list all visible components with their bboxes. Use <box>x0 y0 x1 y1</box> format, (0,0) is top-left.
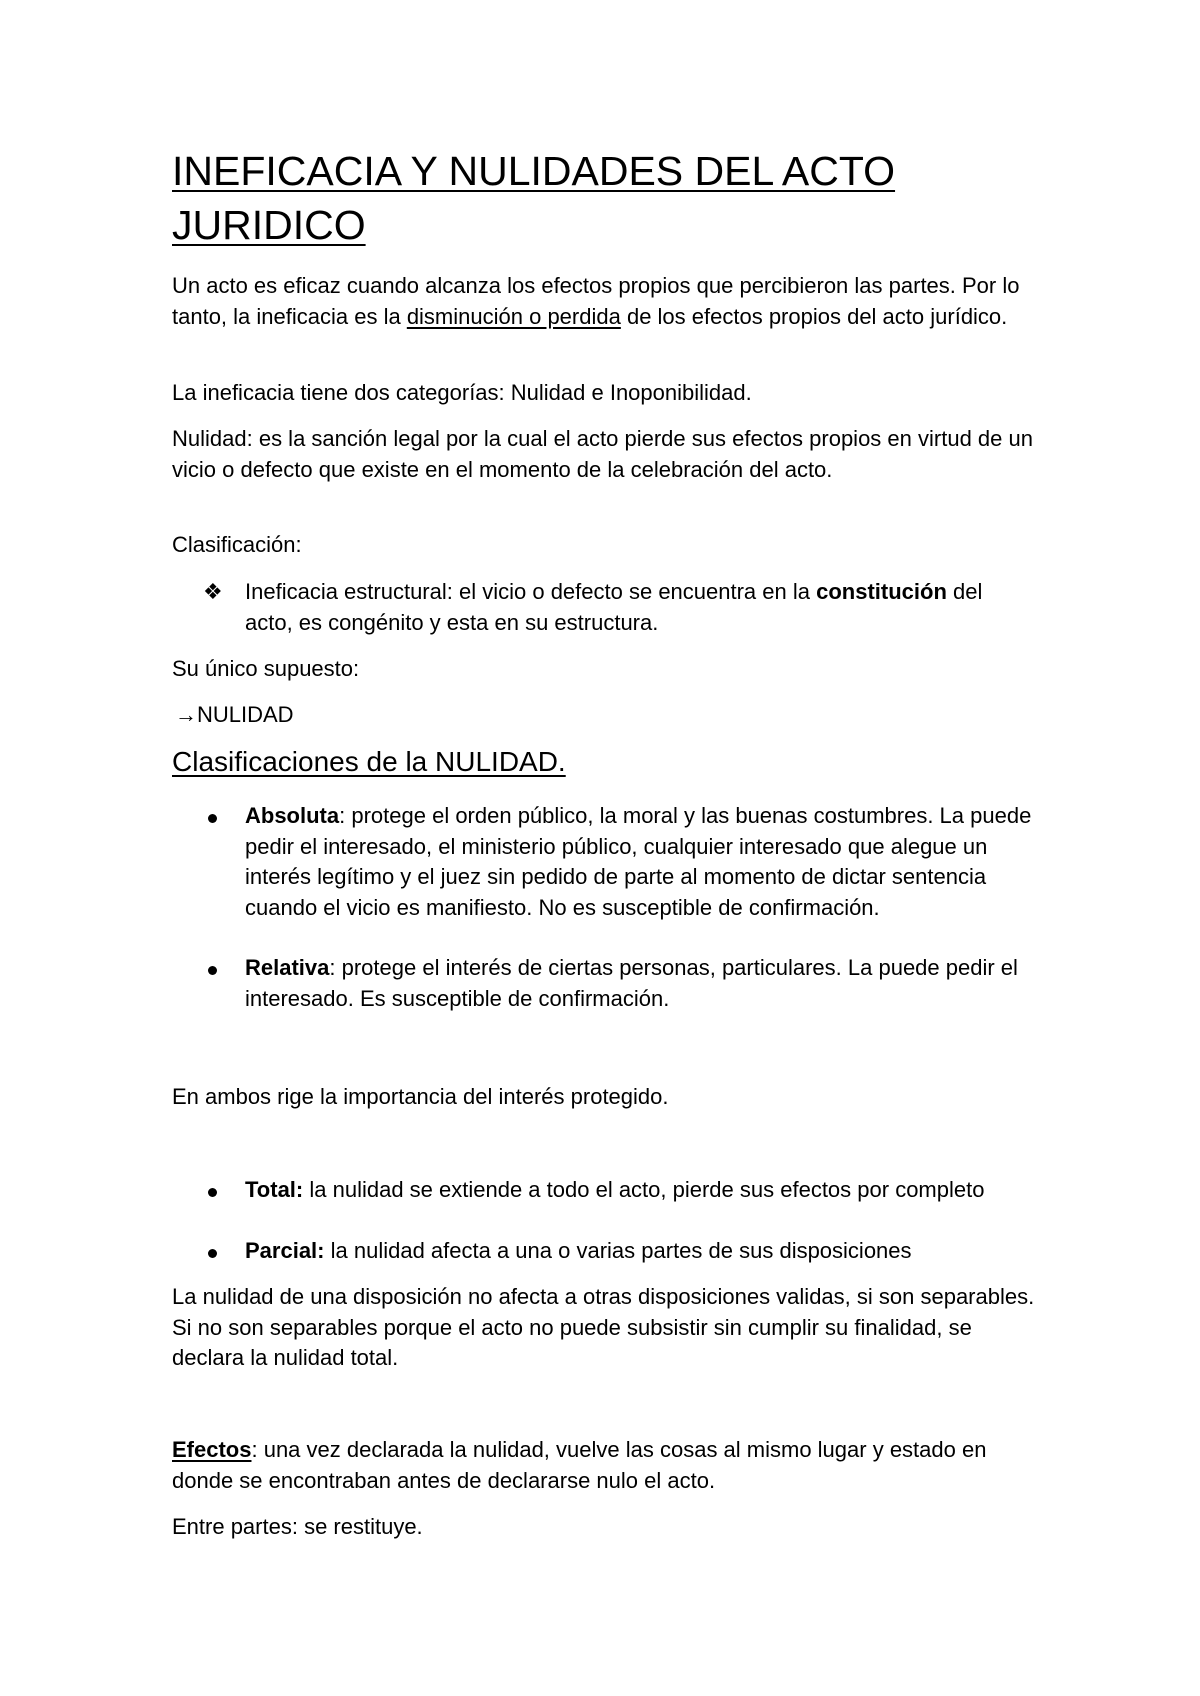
list-item-bold: Absoluta <box>245 803 340 828</box>
effects-paragraph <box>172 1435 1042 1496</box>
arrow-right-icon: → <box>175 702 197 727</box>
structural-item <box>245 577 1035 638</box>
categories-paragraph: La ineficacia tiene dos categorías: Nulidad e Inoponibilidad. <box>172 380 752 405</box>
unique-value: NULIDAD <box>197 702 294 727</box>
bullet-icon <box>208 814 217 823</box>
intro-text-b: de los efectos propios del acto jurídico. <box>620 303 1008 329</box>
between-paragraph: Entre partes: se restituye. <box>172 1514 423 1539</box>
classification-label: Clasificación: <box>172 532 302 557</box>
effects-label: Efectos <box>172 1437 252 1462</box>
list-item-absoluta <box>245 801 1035 923</box>
list-item-text: la nulidad afecta a una o varias partes de sus disposiciones <box>324 1238 912 1263</box>
section-heading: Clasificaciones de la NULIDAD. <box>172 746 566 777</box>
bullet-icon <box>208 1249 217 1258</box>
unique-value-line <box>175 700 1045 731</box>
intro-paragraph <box>172 271 1042 332</box>
list-item-total <box>245 1175 1035 1206</box>
effects-text: : una vez declarada la nulidad, vuelve las cosas al mismo lugar y estado en donde se encontraban antes de declararse nulo el acto. <box>172 1437 987 1493</box>
list-item-bold: Total: <box>245 1177 304 1202</box>
list-item-text: : protege el orden público, la moral y las buenas costumbres. La puede pedir el interesado, el ministerio público, cualquier interesado que alegue un interés legítimo y el juez sin pedido de parte al momento de dictar sentencia cuando el vicio es manifiesto. No es susceptible de confirmación. <box>245 803 1032 920</box>
structural-text-b: del acto, es congénito y esta en su estructura. <box>245 579 983 635</box>
intro-text-a: Un acto es eficaz cuando alcanza los efectos propios que percibieron las partes. Por lo tanto, la ineficacia es la <box>172 273 1020 329</box>
page-title: INEFICACIA Y NULIDADES DEL ACTO JURIDICO <box>172 148 896 248</box>
unique-label: Su único supuesto: <box>172 656 360 681</box>
structural-text-a: Ineficacia estructural: el vicio o defecto se encuentra en la <box>245 579 817 604</box>
list-item-relativa <box>245 953 1035 1014</box>
both-paragraph: En ambos rige la importancia del interés protegido. <box>172 1084 669 1109</box>
partial-note-paragraph: La nulidad de una disposición no afecta a otras disposiciones validas, si son separables. Si no son separables porque el acto no puede subsistir sin cumplir su finalidad, se declara la nulidad total. <box>172 1284 1035 1370</box>
intro-underlined-text: disminución o perdida <box>406 303 621 329</box>
list-item-bold: Relativa <box>245 955 330 980</box>
structural-bold: constitución <box>816 579 947 604</box>
diamond-bullet-icon: ❖ <box>203 579 223 604</box>
bullet-icon <box>208 1188 217 1197</box>
list-item-bold: Parcial: <box>245 1238 325 1263</box>
list-item-text: : protege el interés de ciertas personas, particulares. La puede pedir el interesado. Es susceptible de confirmación. <box>245 955 1018 1011</box>
nulidad-definition: Nulidad: es la sanción legal por la cual el acto pierde sus efectos propios en virtud de un vicio o defecto que existe en el momento de la celebración del acto. <box>172 426 1033 482</box>
bullet-icon <box>208 966 217 975</box>
list-item-parcial <box>245 1236 1035 1267</box>
list-item-text: la nulidad se extiende a todo el acto, pierde sus efectos por completo <box>303 1177 985 1202</box>
